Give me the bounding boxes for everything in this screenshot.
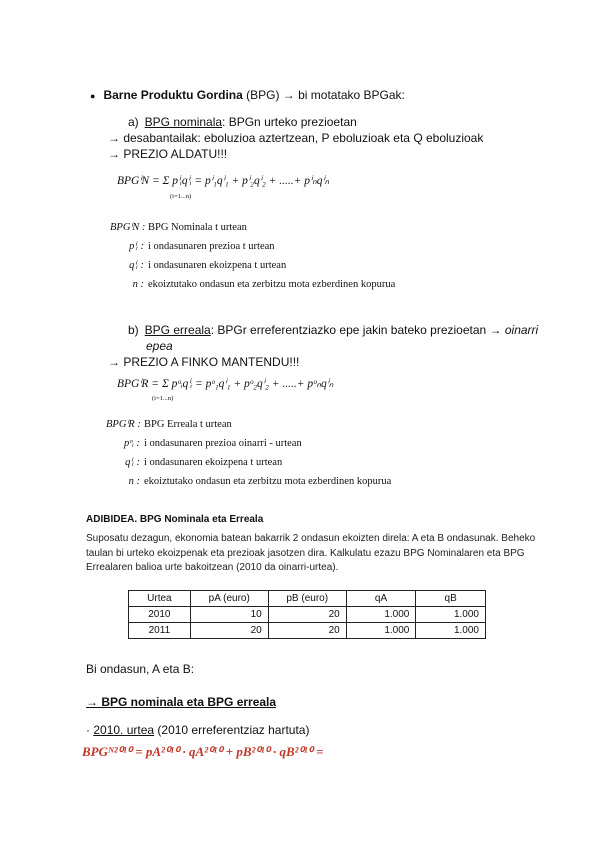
table-header-cell: pB (euro): [268, 591, 346, 607]
example-line: Errealaren balioa urte bakoitzean (2010 da oinarri-urtea).: [86, 562, 339, 573]
table-cell: 1.000: [346, 623, 416, 639]
footer-intro: Bi ondasun, A eta B:: [86, 662, 195, 676]
footer-year-rest: (2010 erreferentziaz hartuta): [154, 723, 310, 737]
table-header-cell: Urtea: [129, 591, 191, 607]
intro-title-rest: (BPG) → bi motatako BPGak:: [242, 88, 405, 102]
footer-year-line: [86, 723, 309, 737]
formula-real: BPGⁱR = Σ pᵒᵢqⁱᵢ = pᵒ₁qⁱ₁ + pᵒ₂qⁱ₂ + .....+ pᵒₙqⁱₙ: [117, 378, 334, 390]
table-cell: 20: [268, 623, 346, 639]
item-a-desc: : BPGn urteko prezioetan: [222, 115, 357, 129]
table-cell: 1.000: [346, 607, 416, 623]
nominal-def-row: pⁱᵢ : i ondasunaren prezioa t urtean: [129, 241, 275, 252]
data-table-wrap: [128, 590, 486, 639]
item-a-term: BPG nominala: [144, 115, 223, 129]
footer-heading: → BPG nominala eta BPG erreala: [86, 695, 277, 709]
nominal-def-row: qⁱᵢ : i ondasunaren ekoizpena t urtean: [129, 260, 287, 271]
table-header-cell: qB: [416, 591, 486, 607]
nominal-def-row: n : ekoiztutako ondasun eta zerbitzu mota ezberdinen kopurua: [132, 279, 396, 290]
real-def-row: qⁱᵢ : i ondasunaren ekoizpena t urtean: [125, 457, 283, 468]
intro-title-bold: Barne Produktu Gordina: [103, 88, 243, 102]
item-b-line3: → PREZIO A FINKO MANTENDU!!!: [108, 355, 300, 369]
example-line: Suposatu dezagun, ekonomia batean bakarrik 2 ondasun ekoizten direla: A eta B ondasunak. Beheko: [86, 533, 536, 544]
bullet-icon: ●: [90, 91, 96, 101]
table-cell: 1.000: [416, 623, 486, 639]
table-cell: 2010: [129, 607, 191, 623]
item-a-marker: a): [128, 115, 139, 129]
table-row: [129, 607, 486, 623]
item-b-line2: epea: [146, 339, 173, 353]
item-b-marker: b): [128, 323, 139, 337]
formula-real-sub: (i=1...n): [152, 395, 174, 402]
table-cell: 2011: [129, 623, 191, 639]
formula-nominal-sub: (i=1...n): [170, 193, 192, 200]
item-a-line2: → desabantailak: eboluzioa aztertzean, P eboluzioak eta Q eboluzioak: [108, 131, 484, 145]
example-title: ADIBIDEA. BPG Nominala eta Erreala: [86, 514, 264, 525]
table-row: [129, 623, 486, 639]
intro-line: [90, 88, 405, 102]
real-def-row: BPGⁱR : BPG Erreala t urtean: [106, 419, 232, 430]
table-cell: 10: [190, 607, 268, 623]
footer-year-underlined: 2010. urtea: [93, 723, 155, 737]
formula-nominal: BPGⁱN = Σ pⁱᵢqⁱᵢ = pⁱ₁qⁱ₁ + pⁱ₂qⁱ₂ + .....+ pⁱₙqⁱₙ: [117, 175, 330, 187]
example-line: taulan bi urteko ekoizpenak eta prezioak jasotzen dira. Kalkulatu ezazu BPG Nominalaren eta BPG: [86, 547, 525, 559]
item-b-desc-italic: oinarri: [504, 323, 539, 337]
table-cell: 20: [190, 623, 268, 639]
item-a-line3: → PREZIO ALDATU!!!: [108, 147, 228, 161]
nominal-def-row: BPGⁱN : BPG Nominala t urtean: [110, 222, 247, 233]
item-b-desc: : BPGr erreferentziazko epe jakin bateko prezioetan →: [210, 323, 505, 337]
table-header-cell: pA (euro): [190, 591, 268, 607]
item-a-line1: [128, 115, 357, 129]
table-header-cell: qA: [346, 591, 416, 607]
item-b-term: BPG erreala: [144, 323, 211, 337]
data-table: [128, 590, 486, 639]
footer-formula: BPGᴺ²⁰¹⁰ = pA²⁰¹⁰ · qA²⁰¹⁰ + pB²⁰¹⁰ · qB²⁰¹⁰ =: [82, 744, 324, 759]
item-b-line1: [128, 323, 538, 337]
example-text: [86, 532, 535, 576]
real-def-row: n : ekoiztutako ondasun eta zerbitzu mota ezberdinen kopurua: [128, 476, 392, 487]
real-def-row: pᵒᵢ : i ondasunaren prezioa oinarri - urtean: [123, 438, 302, 449]
table-cell: 20: [268, 607, 346, 623]
table-header-row: [129, 591, 486, 607]
table-cell: 1.000: [416, 607, 486, 623]
footer-year-prefix: ·: [86, 723, 94, 737]
